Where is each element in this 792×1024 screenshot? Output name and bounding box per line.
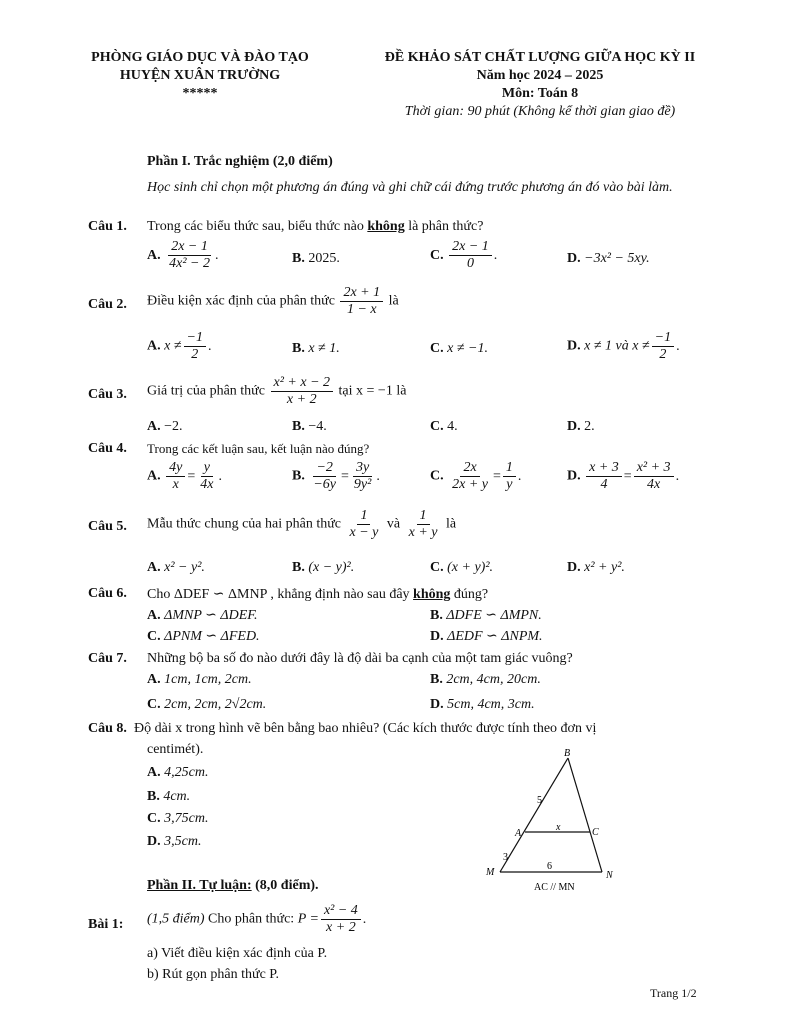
q1-option-b: B. 2025. xyxy=(292,251,340,266)
q7-option-c: C. 2cm, 2cm, 2√2cm. xyxy=(147,697,267,712)
q1-text: Trong các biểu thức sau, biểu thức nào không là phân thức? xyxy=(147,219,484,234)
dept-name: PHÒNG GIÁO DỤC VÀ ĐÀO TẠO xyxy=(91,50,309,65)
part1-instruction: Học sinh chỉ chọn một phương án đúng và ghi chữ cái đứng trước phương án đó vào bài làm. xyxy=(147,180,673,195)
district-name: HUYỆN XUÂN TRƯỜNG xyxy=(119,68,281,83)
q4-text: Trong các kết luận sau, kết luận nào đúng? xyxy=(147,441,370,456)
q6-option-a: A. ΔMNP ∽ ΔDEF. xyxy=(147,608,258,623)
page-number: Trang 1/2 xyxy=(650,986,697,1000)
point-M: M xyxy=(486,867,495,878)
figure-caption: AC // MN xyxy=(534,882,575,893)
bai1-part-a: a) Viết điều kiện xác định của P. xyxy=(147,946,328,961)
q4-option-d: D. $\frac{x + 3}{4}$ = $\frac{\text{x² + 3}}{4x}$ . xyxy=(567,460,680,493)
q7-option-d: D. 5cm, 4cm, 3cm. xyxy=(430,697,535,712)
point-N: N xyxy=(606,870,613,881)
bai1-label: Bài 1: xyxy=(88,917,124,932)
q7-option-a: A. 1cm, 1cm, 2cm. xyxy=(147,672,252,687)
q8-text-line1: Độ dài x trong hình vẽ bên bằng bao nhiêu? (Các kích thước được tính theo đơn vị xyxy=(134,721,597,736)
q2-option-d: D. x ≠ 1 và x ≠ $\frac{-1}{2}$ . xyxy=(567,330,680,363)
q3-option-d: D. 2. xyxy=(567,419,595,434)
length-AC: x xyxy=(556,822,561,833)
q2-text: Điều kiện xác định của phân thức $\frac{2x + 1}{1 - x}$ là xyxy=(147,285,399,318)
q2-option-a: A. x ≠ $\frac{-1}{2}$ . xyxy=(147,330,212,363)
q8-option-c: C. 3,75cm. xyxy=(147,811,209,826)
q7-option-b: B. 2cm, 4cm, 20cm. xyxy=(430,672,541,687)
subject: Môn: Toán 8 xyxy=(501,86,579,101)
q2-label: Câu 2. xyxy=(88,297,127,312)
exam-title: ĐỀ KHẢO SÁT CHẤT LƯỢNG GIỮA HỌC KỲ II xyxy=(384,50,696,65)
q3-label: Câu 3. xyxy=(88,387,127,402)
q3-option-c: C. 4. xyxy=(430,419,458,434)
length-MN: 6 xyxy=(547,861,552,872)
triangle-figure xyxy=(478,740,618,895)
length-AM: 3 xyxy=(503,852,508,863)
point-C: C xyxy=(592,827,599,838)
q8-text-line2: centimét). xyxy=(147,742,204,757)
q3-option-b: B. −4. xyxy=(292,419,327,434)
q4-label: Câu 4. xyxy=(88,441,127,456)
q5-option-b: B. (x − y)². xyxy=(292,560,355,575)
q5-option-d: D. x² + y². xyxy=(567,560,625,575)
point-A: A xyxy=(515,828,522,839)
q6-option-d: D. ΔEDF ∽ ΔNPM. xyxy=(430,629,543,644)
q8-option-d: D. 3,5cm. xyxy=(147,834,202,849)
header-stars: ***** xyxy=(182,86,218,101)
q5-option-a: A. x² − y². xyxy=(147,560,205,575)
q1-option-d: D. −3x² − 5xy. xyxy=(567,251,650,266)
q7-text: Những bộ ba số đo nào dưới đây là độ dài ba cạnh của một tam giác vuông? xyxy=(147,651,573,666)
q6-text: Cho ΔDEF ∽ ΔMNP , khẳng định nào sau đây không đúng? xyxy=(147,587,489,602)
side-BM xyxy=(500,758,568,872)
q5-text: Mẫu thức chung của hai phân thức $\frac{1}{x - y}$ và $\frac{1}{x + y}$ là xyxy=(147,508,457,541)
q4-option-c: C. $\frac{2x}{2x + y}$ = $\frac{1}{y}$ . xyxy=(430,460,522,493)
bai1-text: (1,5 điểm) Cho phân thức: P = $\frac{\text{x² − 4}}{x + 2}$ . xyxy=(147,903,367,936)
q3-option-a: A. −2. xyxy=(147,419,183,434)
q4-option-b: B. $\frac{-2}{-6y}$ = $\frac{3y}{\text{9y²}}$ . xyxy=(292,460,380,493)
q6-option-b: B. ΔDFE ∽ ΔMPN. xyxy=(430,608,542,623)
part1-title: Phần I. Trắc nghiệm (2,0 điểm) xyxy=(147,154,333,169)
q6-option-c: C. ΔPNM ∽ ΔFED. xyxy=(147,629,260,644)
q8-option-a: A. 4,25cm. xyxy=(147,765,209,780)
bai1-part-b: b) Rút gọn phân thức P. xyxy=(147,967,280,982)
q1-label: Câu 1. xyxy=(88,219,127,234)
exam-time: Thời gian: 90 phút (Không kể thời gian giao đề) xyxy=(404,104,676,119)
q1-option-a: A. $\frac{2x - 1}{\text{4x² − 2}}$ . xyxy=(147,239,219,272)
q8-label: Câu 8. xyxy=(88,721,127,736)
q3-text: Giá trị của phân thức $\frac{\text{x² + x − 2}}{x + 2}$ tại x = −1 là xyxy=(147,375,407,408)
q5-option-c: C. (x + y)². xyxy=(430,560,494,575)
q1-option-c: C. $\frac{2x - 1}{0}$ . xyxy=(430,239,498,272)
part2-title: Phần II. Tự luận: (8,0 điểm). xyxy=(147,878,319,893)
school-year: Năm học 2024 – 2025 xyxy=(476,68,604,83)
length-BA: 5 xyxy=(537,795,542,806)
q8-option-b: B. 4cm. xyxy=(147,789,191,804)
side-BN xyxy=(568,758,602,872)
point-B: B xyxy=(564,748,571,759)
q7-label: Câu 7. xyxy=(88,651,127,666)
q2-option-c: C. x ≠ −1. xyxy=(430,341,488,356)
q4-option-a: A. $\frac{4y}{x}$ = $\frac{y}{4x}$ . xyxy=(147,460,222,493)
q2-option-b: B. x ≠ 1. xyxy=(292,341,340,356)
q5-label: Câu 5. xyxy=(88,519,127,534)
q6-label: Câu 6. xyxy=(88,586,127,601)
